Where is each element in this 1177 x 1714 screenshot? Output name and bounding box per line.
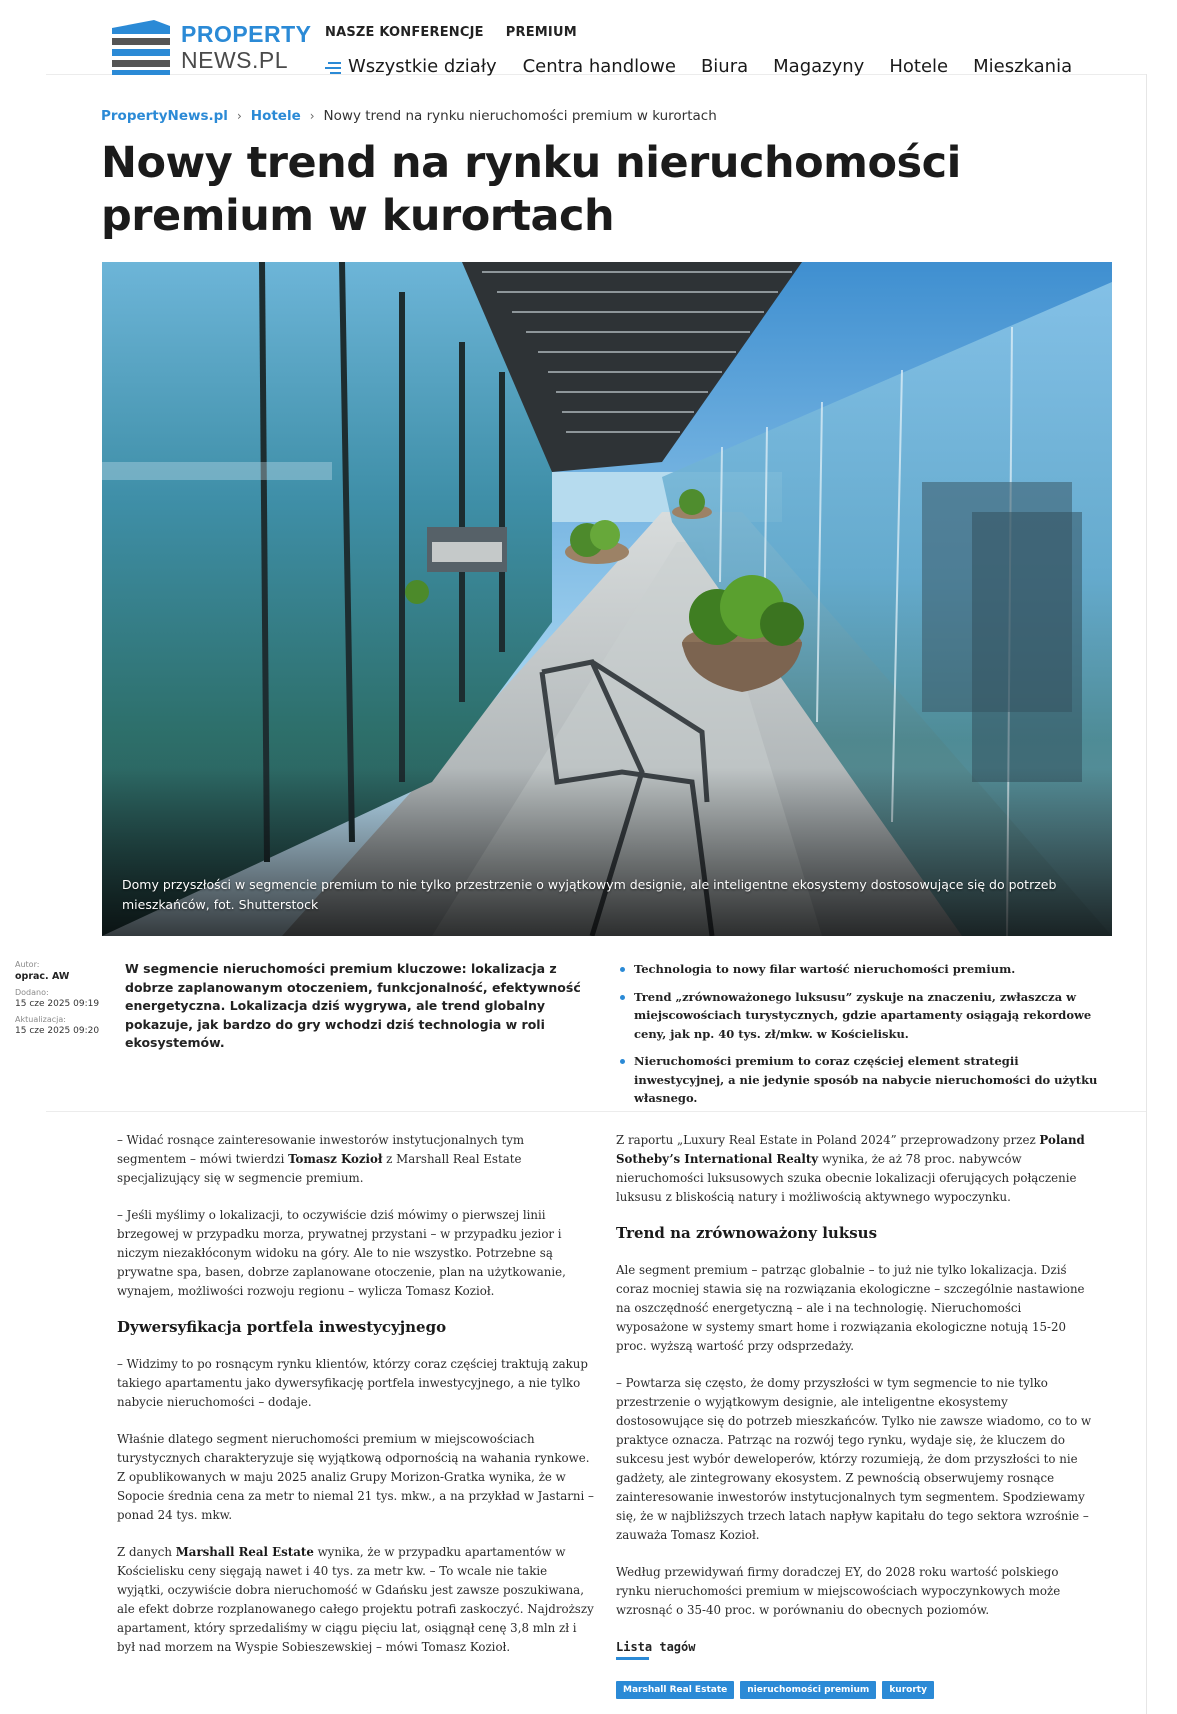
tags-heading-underline	[616, 1657, 649, 1660]
article-lead: W segmencie nieruchomości premium kluczowe: lokalizacja z dobrze zaplanowanym otoczeniem, funkcjonalność, efektywność energetyczna. Lokalizacja dziś wygrywa, ale trend globalny pokazuje, jak bardzo do gry wchodzi dziś technologia w roli ekosystemów.	[125, 961, 581, 1050]
nav-item-shopping-centers[interactable]: Centra handlowe	[522, 56, 676, 77]
tag-kurorty[interactable]: kurorty	[882, 1681, 934, 1699]
company-name: Poland Sotheby’s International Realty	[616, 1133, 1085, 1166]
tag-marshall-real-estate[interactable]: Marshall Real Estate	[616, 1681, 734, 1699]
logo-text-property: PROPERTY	[181, 20, 312, 47]
logo-building-icon	[110, 18, 172, 76]
highlights-list	[618, 960, 1098, 1117]
breadcrumb	[101, 108, 717, 124]
author-name: oprac. AW	[15, 971, 70, 982]
body-divider	[46, 1111, 1146, 1112]
highlight-item: Nieruchomości premium to coraz częściej element strategii inwestycyjnej, a nie jedynie sposób na nabycie nieruchomości do użytku własnego.	[618, 1052, 1098, 1108]
highlight-item: Technologia to nowy filar wartość nieruchomości premium.	[618, 960, 1098, 979]
paragraph: Właśnie dlatego segment nieruchomości premium w miejscowościach turystycznych charakteryzuje się wyjątkową odpornością na wahania rynkowe. Z opublikowanych w maju 2025 analiz Grupy Morizon-Gratka wynika, że w Sopocie średnia cena za metr to niemal 21 tys. mkw., a na przykład w Jastarni – ponad 24 tys. mkw.	[117, 1432, 594, 1522]
top-links	[325, 25, 577, 40]
paragraph: Z raportu „Luxury Real Estate in Poland 2024” przeprowadzony przez Poland Sotheby’s International Realty wynika, że aż 78 proc. nabywców nieruchomości luksusowych szuka obecnie lokalizacji oferujących połączenie luksusu z bliskością natury i możliwością aktywnego wypoczynku.	[616, 1133, 1085, 1204]
tag-nieruchomosci-premium[interactable]: nieruchomości premium	[740, 1681, 876, 1699]
paragraph: – Widać rosnące zainteresowanie inwestorów instytucjonalnych tym segmentem – mówi twierdzi Tomasz Kozioł z Marshall Real Estate specjalizujący się w segmencie premium.	[117, 1133, 525, 1185]
tag-list	[616, 1681, 934, 1699]
article-body-left	[117, 1131, 595, 1675]
nav-link-premium[interactable]: PREMIUM	[505, 25, 577, 40]
terrace-photo	[102, 262, 1112, 936]
tags-heading: Lista tagów	[616, 1640, 696, 1654]
hero-image	[102, 262, 1112, 936]
author-label: Autor:	[15, 960, 40, 969]
site-logo[interactable]	[110, 18, 312, 76]
updated-date: 15 cze 2025 09:20	[15, 1026, 100, 1036]
section-heading: Dywersyfikacja portfela inwestycyjnego	[117, 1318, 447, 1336]
breadcrumb-home[interactable]: PropertyNews.pl	[101, 108, 228, 124]
chevron-right-icon: ›	[236, 109, 242, 123]
all-sections-label: Wszystkie działy	[348, 56, 497, 77]
article-body-right	[616, 1131, 1094, 1638]
company-name: Marshall Real Estate	[175, 1545, 314, 1559]
article-meta	[15, 960, 105, 1042]
paragraph: – Jeśli myślimy o lokalizacji, to oczywiście dziś mówimy o pierwszej linii brzegowej w przypadku morza, prywatnej przystani – w przypadku jezior i niczym niezakłóconym widoku na góry. Ale to nie wszystko. Potrzebne są prywatne spa, basen, dobrze zaplanowane otoczenie, plan na użytkowanie, wynajem, możliwości rozwoju regionu – wylicza Tomasz Kozioł.	[117, 1208, 566, 1298]
hamburger-menu-icon	[325, 61, 341, 74]
section-heading: Trend na zrównoważony luksus	[616, 1224, 878, 1242]
updated-label: Aktualizacja:	[15, 1015, 66, 1024]
nav-item-hotels[interactable]: Hotele	[889, 56, 949, 77]
nav-link-conferences[interactable]: NASZE KONFERENCJE	[325, 25, 484, 40]
highlight-item: Trend „zrównoważonego luksusu” zyskuje na znaczeniu, zwłaszcza w miejscowościach turystycznych, gdzie apartamenty osiągają rekordowe ceny, jak np. 40 tys. zł/mkw. w Kościelisku.	[618, 988, 1098, 1044]
person-name: Tomasz Kozioł	[288, 1152, 383, 1166]
paragraph: – Widzimy to po rosnącym rynku klientów, którzy coraz częściej traktują zakup takiego apartamentu jako dywersyfikację portfela inwestycyjnego, a nie tylko nabycie nieruchomości – dodaje.	[117, 1357, 588, 1409]
page-right-border	[1146, 74, 1147, 1714]
image-caption: Domy przyszłości w segmencie premium to nie tylko przestrzenie o wyjątkowym designie, ale inteligentne ekosystemy dostosowujące się do potrzeb mieszkańców, fot. Shutterstock	[122, 877, 1057, 912]
logo-text-newspl: NEWS.PL	[181, 46, 289, 73]
nav-item-apartments[interactable]: Mieszkania	[973, 56, 1073, 77]
paragraph: – Powtarza się często, że domy przyszłości w tym segmencie to nie tylko przestrzenie o wyjątkowym designie, ale inteligentne ekosystemy dostosowujące się do potrzeb mieszkańców. Tylko nie zawsze wiadomo, co to w praktyce oznacza. Patrząc na rozwój tego rynku, wydaje się, że kluczem do sukcesu jest wybór deweloperów, którzy rozumieją, że dom przyszłości to nie gadżety, ale zintegrowany ekosystem. Z pewnością obserwujemy rosnące zainteresowanie inwestorów instytucjonalnych tym segmentem. Spodziewamy się, że w najbliższych trzech latach napływ kapitału do tego sektora wzrośnie – zauważa Tomasz Kozioł.	[616, 1376, 1092, 1542]
paragraph: Według przewidywań firmy doradczej EY, do 2028 roku wartość polskiego rynku nieruchomości premium w miejscowościach wypoczynkowych może wzrosnąć o 35-40 proc. w porównaniu do obecnych poziomów.	[616, 1565, 1061, 1617]
nav-item-warehouses[interactable]: Magazyny	[773, 56, 865, 77]
breadcrumb-current: Nowy trend na rynku nieruchomości premium w kurortach	[323, 108, 717, 124]
chevron-right-icon: ›	[309, 109, 315, 123]
added-label: Dodano:	[15, 988, 49, 997]
main-navigation	[325, 56, 1097, 77]
article-title: Nowy trend na rynku nieruchomości premium w kurortach	[101, 138, 961, 241]
all-sections-menu[interactable]	[325, 56, 497, 77]
nav-item-offices[interactable]: Biura	[700, 56, 749, 77]
paragraph: Z danych Marshall Real Estate wynika, że w przypadku apartamentów w Kościelisku ceny sięgają nawet i 40 tys. za metr kw. – To wcale nie takie wyjątki, oczywiście dobra nieruchomość w Gdańsku jest zawsze poszukiwana, ale efekt dobrze rozplanowanego całego projektu potrafi zaskoczyć. Najdroższy apartament, który sprzedaliśmy w ciągu pięciu lat, osiągnął cenę 3,8 mln zł i był nad morzem na Wyspie Sobieszewskiej – mówi Tomasz Kozioł.	[117, 1545, 594, 1654]
breadcrumb-section[interactable]: Hotele	[250, 108, 301, 124]
paragraph: Ale segment premium – patrząc globalnie – to już nie tylko lokalizacja. Dziś coraz mocniej stawia się na rozwiązania ekologiczne – szczególnie nastawione na oszczędność energetyczną – ale i na technologię. Nieruchomości wyposażone w systemy smart home i rozwiązania ekologiczne notują 15-20 proc. wyższą wartość przy odsprzedaży.	[616, 1263, 1085, 1353]
added-date: 15 cze 2025 09:19	[15, 999, 100, 1009]
